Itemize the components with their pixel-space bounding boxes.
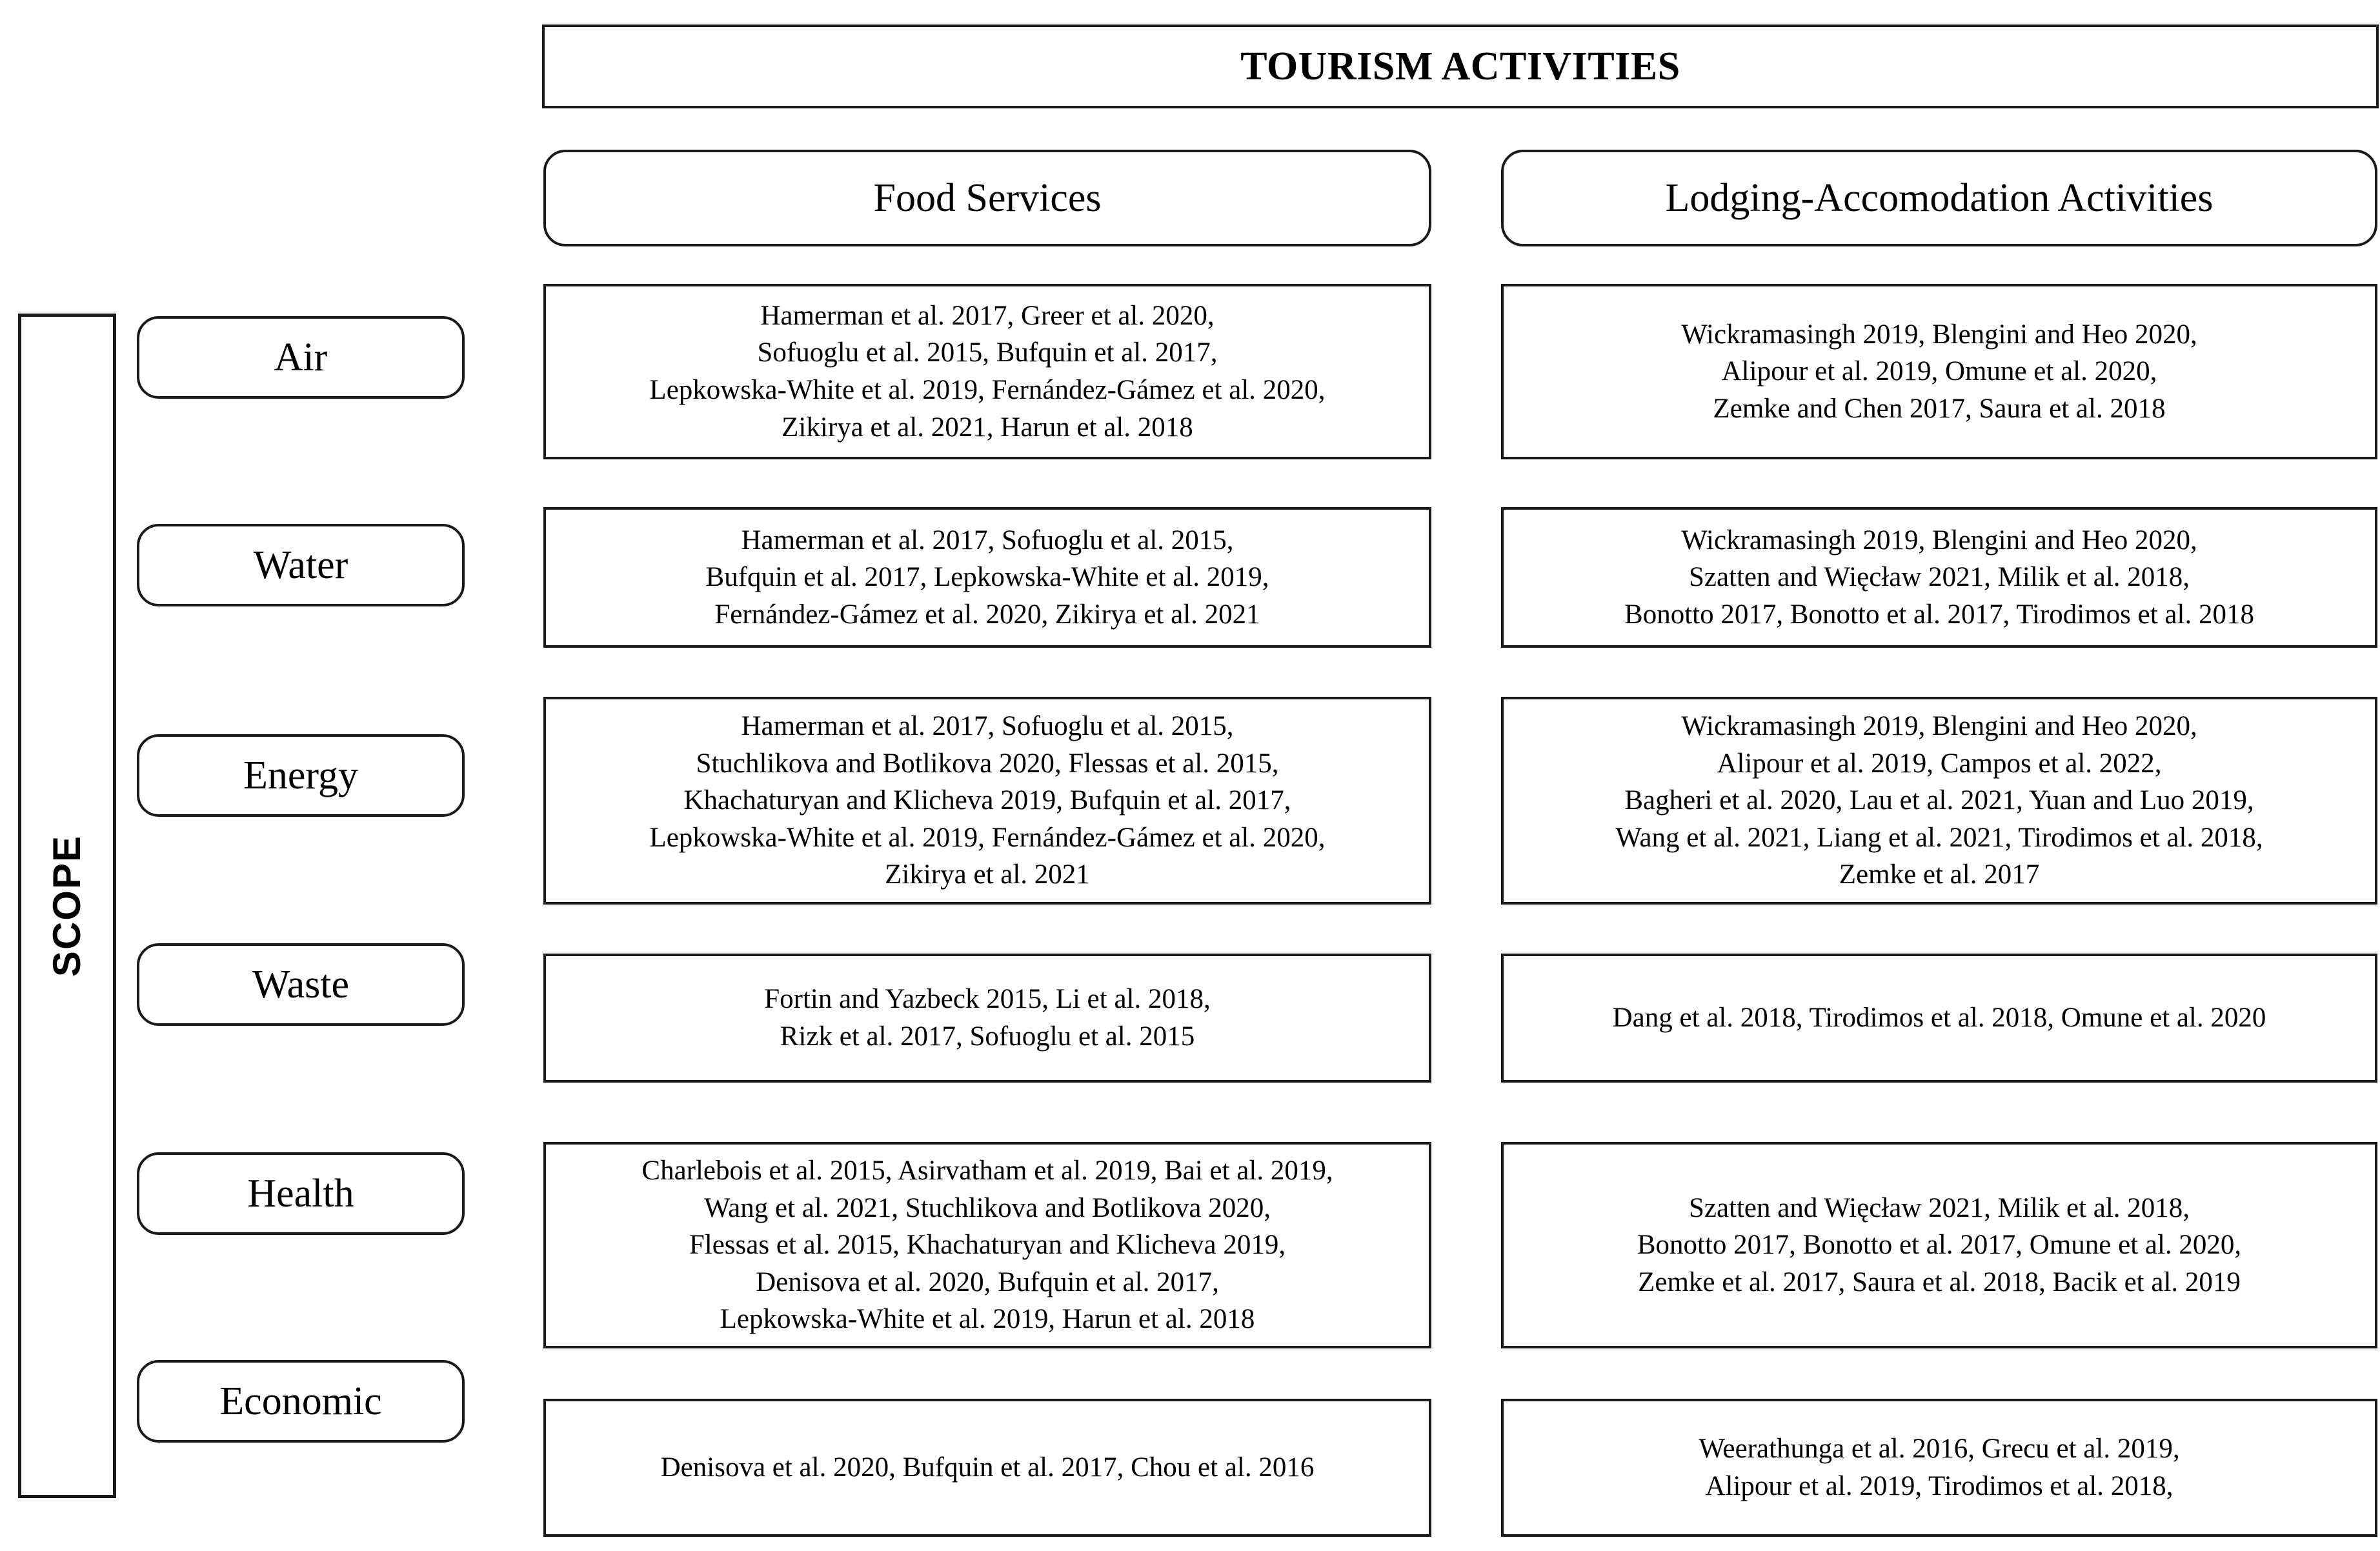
reference-line: Sofuoglu et al. 2015, Bufquin et al. 2017,	[757, 337, 1218, 368]
reference-line: Dang et al. 2018, Tirodimos et al. 2018, Omune et al. 2020	[1612, 1003, 2266, 1034]
scope-spine	[18, 314, 116, 1498]
cell-economic-lodging	[1501, 1399, 2377, 1537]
scope-label: SCOPE	[45, 834, 88, 977]
reference-line: Rizk et al. 2017, Sofuoglu et al. 2015	[780, 1021, 1195, 1052]
scope-item-water	[137, 524, 465, 606]
scope-item-label: Air	[274, 335, 328, 379]
reference-line: Szatten and Więcław 2021, Milik et al. 2018,	[1688, 1192, 2190, 1223]
reference-line: Wickramasingh 2019, Blengini and Heo 2020,	[1681, 710, 2197, 741]
reference-line: Wang et al. 2021, Liang et al. 2021, Tirodimos et al. 2018,	[1615, 822, 2263, 853]
reference-list	[1613, 999, 2266, 1037]
column-header-label: Food Services	[873, 175, 1102, 220]
reference-line: Zemke et al. 2017, Saura et al. 2018, Bacik et al. 2019	[1638, 1266, 2241, 1297]
cell-water-food-services	[543, 507, 1431, 648]
cell-energy-food-services	[543, 697, 1431, 905]
reference-list	[1699, 1430, 2179, 1505]
scope-item-label: Water	[253, 543, 348, 587]
scope-item-label: Health	[247, 1171, 354, 1216]
column-header-lodging-accomodation-activities	[1501, 150, 2377, 246]
reference-list	[1637, 1190, 2241, 1301]
reference-line: Denisova et al. 2020, Bufquin et al. 2017,	[756, 1266, 1219, 1297]
reference-list	[764, 981, 1211, 1055]
reference-line: Bufquin et al. 2017, Lepkowska-White et al. 2019,	[705, 562, 1269, 593]
reference-list	[641, 1152, 1333, 1338]
reference-line: Fortin and Yazbeck 2015, Li et al. 2018,	[764, 984, 1211, 1015]
scope-item-health	[137, 1152, 465, 1235]
reference-line: Zikirya et al. 2021	[885, 859, 1090, 890]
reference-list	[1681, 316, 2197, 428]
cell-air-food-services	[543, 284, 1431, 459]
cell-energy-lodging	[1501, 697, 2377, 905]
reference-line: Bonotto 2017, Bonotto et al. 2017, Tirodimos et al. 2018	[1624, 599, 2254, 630]
reference-line: Lepkowska-White et al. 2019, Fernández-Gámez et al. 2020,	[649, 375, 1326, 405]
reference-line: Bagheri et al. 2020, Lau et al. 2021, Yuan and Luo 2019,	[1624, 785, 2254, 816]
reference-line: Alipour et al. 2019, Campos et al. 2022,	[1717, 748, 2162, 779]
reference-line: Zemke and Chen 2017, Saura et al. 2018	[1713, 393, 2166, 424]
reference-line: Stuchlikova and Botlikova 2020, Flessas et al. 2015,	[696, 748, 1279, 779]
reference-line: Wickramasingh 2019, Blengini and Heo 2020,	[1681, 319, 2197, 350]
cell-air-lodging	[1501, 284, 2377, 459]
reference-line: Denisova et al. 2020, Bufquin et al. 2017, Chou et al. 2016	[660, 1452, 1315, 1483]
cell-economic-food-services	[543, 1399, 1431, 1537]
reference-line: Hamerman et al. 2017, Sofuoglu et al. 2015,	[741, 710, 1234, 741]
reference-line: Alipour et al. 2019, Omune et al. 2020,	[1721, 356, 2157, 387]
reference-line: Fernández-Gámez et al. 2020, Zikirya et al. 2021	[714, 599, 1260, 630]
reference-line: Khachaturyan and Klicheva 2019, Bufquin et al. 2017,	[683, 785, 1291, 816]
reference-line: Szatten and Więcław 2021, Milik et al. 2018,	[1688, 562, 2190, 593]
reference-line: Weerathunga et al. 2016, Grecu et al. 2019,	[1699, 1434, 2180, 1465]
reference-line: Hamerman et al. 2017, Greer et al. 2020,	[760, 300, 1215, 331]
page-title: TOURISM ACTIVITIES	[1240, 44, 1680, 88]
reference-list	[649, 297, 1325, 446]
reference-line: Alipour et al. 2019, Tirodimos et al. 2018,	[1705, 1471, 2173, 1501]
reference-line: Hamerman et al. 2017, Sofuoglu et al. 2015,	[741, 525, 1234, 555]
diagram-title-box	[542, 25, 2379, 108]
cell-water-lodging	[1501, 507, 2377, 648]
scope-item-energy	[137, 734, 465, 817]
reference-list	[1615, 708, 2263, 894]
cell-waste-lodging	[1501, 954, 2377, 1083]
reference-line: Flessas et al. 2015, Khachaturyan and Klicheva 2019,	[689, 1230, 1286, 1261]
reference-list	[706, 522, 1269, 634]
cell-health-food-services	[543, 1142, 1431, 1348]
cell-health-lodging	[1501, 1142, 2377, 1348]
reference-line: Charlebois et al. 2015, Asirvatham et al. 2019, Bai et al. 2019,	[641, 1155, 1333, 1186]
scope-item-waste	[137, 943, 465, 1026]
cell-waste-food-services	[543, 954, 1431, 1083]
scope-item-label: Economic	[219, 1379, 382, 1423]
reference-list	[649, 708, 1325, 894]
scope-item-air	[137, 316, 465, 399]
reference-line: Bonotto 2017, Bonotto et al. 2017, Omune et al. 2020,	[1637, 1230, 2242, 1261]
column-header-label: Lodging-Accomodation Activities	[1665, 175, 2214, 220]
scope-item-label: Energy	[243, 753, 358, 797]
reference-list	[661, 1449, 1315, 1486]
reference-line: Zemke et al. 2017	[1839, 859, 2040, 890]
reference-line: Zikirya et al. 2021, Harun et al. 2018	[782, 412, 1193, 443]
reference-line: Lepkowska-White et al. 2019, Harun et al. 2018	[720, 1304, 1255, 1335]
reference-line: Wang et al. 2021, Stuchlikova and Botlikova 2020,	[704, 1192, 1271, 1223]
reference-line: Wickramasingh 2019, Blengini and Heo 2020,	[1681, 525, 2197, 555]
reference-list	[1624, 522, 2254, 634]
reference-line: Lepkowska-White et al. 2019, Fernández-Gámez et al. 2020,	[649, 822, 1326, 853]
scope-item-label: Waste	[252, 962, 349, 1006]
scope-item-economic	[137, 1360, 465, 1443]
column-header-food-services	[543, 150, 1431, 246]
